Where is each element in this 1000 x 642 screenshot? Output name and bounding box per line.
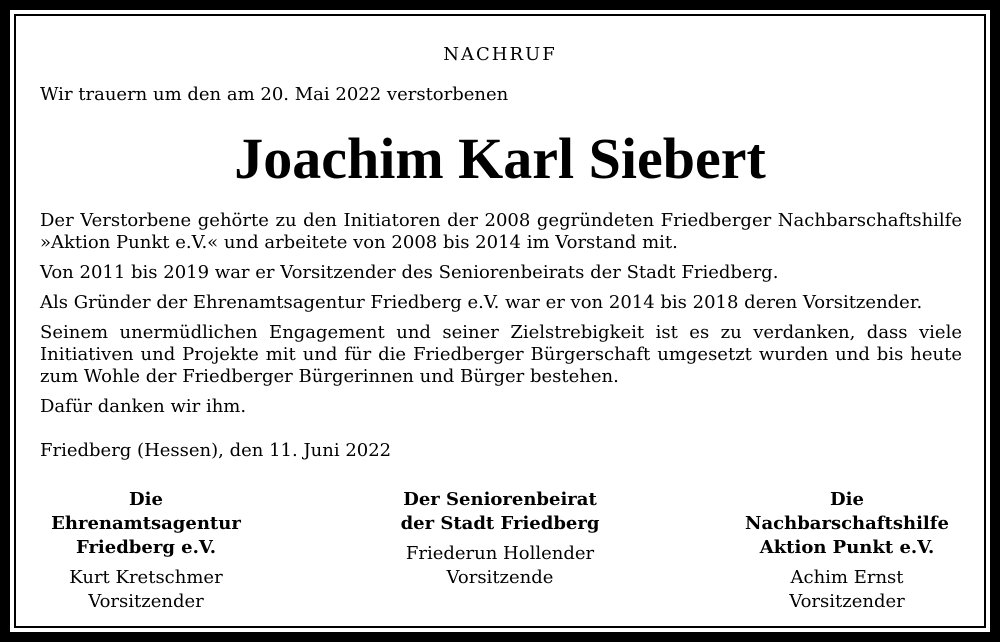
signatory-person: Kurt Kretschmer xyxy=(69,567,223,588)
signatory-person: Achim Ernst xyxy=(790,567,904,588)
signatory-role: Vorsitzender xyxy=(88,591,204,612)
org-name-line2: Friedberg e.V. xyxy=(75,537,216,558)
org-name-line1: Die Nachbarschaftshilfe xyxy=(745,489,949,534)
signatory-nachbarschaftshilfe xyxy=(728,488,966,614)
signatory-seniorenbeirat xyxy=(400,488,600,590)
place-date: Friedberg (Hessen), den 11. Juni 2022 xyxy=(40,440,392,461)
signatory-role: Vorsitzender xyxy=(789,591,905,612)
deceased-name: Joachim Karl Siebert xyxy=(234,126,766,191)
signatory-person: Friederun Hollender xyxy=(405,543,595,564)
org-name-line2: der Stadt Friedberg xyxy=(400,513,600,534)
org-name-line1: Der Seniorenbeirat xyxy=(403,489,597,510)
paragraph: Als Gründer der Ehrenamtsagentur Friedberg e.V. war er von 2014 bis 2018 deren Vorsitzender. xyxy=(40,292,923,313)
org-name-line2: Aktion Punkt e.V. xyxy=(759,537,935,558)
org-name-line1: Die Ehrenamtsagentur xyxy=(51,489,241,534)
paragraph: Von 2011 bis 2019 war er Vorsitzender des Seniorenbeirats der Stadt Friedberg. xyxy=(40,262,779,283)
paragraph: Der Verstorbene gehörte zu den Initiatoren der 2008 gegründeten Friedberger Nachbarschaftshilfe »Aktion Punkt e.V.« und arbeitete von 2008 bis 2014 im Vorstand mit. xyxy=(40,210,962,253)
intro-line: Wir trauern um den am 20. Mai 2022 verstorbenen xyxy=(40,84,509,105)
signatory-role: Vorsitzende xyxy=(446,567,554,588)
paragraph: Seinem unermüdlichen Engagement und seiner Zielstrebigkeit ist es zu verdanken, dass viele Initiativen und Projekte mit und für die Friedberger Bürgerschaft umgesetzt wurden und bis heute zum Wohle der Friedberger Bürgerinnen und Bürger bestehen. xyxy=(40,322,962,387)
notice-heading: NACHRUF xyxy=(443,44,557,65)
notice-body xyxy=(40,210,962,426)
paragraph: Dafür danken wir ihm. xyxy=(40,396,247,417)
signatory-ehrenamtsagentur xyxy=(40,488,252,614)
